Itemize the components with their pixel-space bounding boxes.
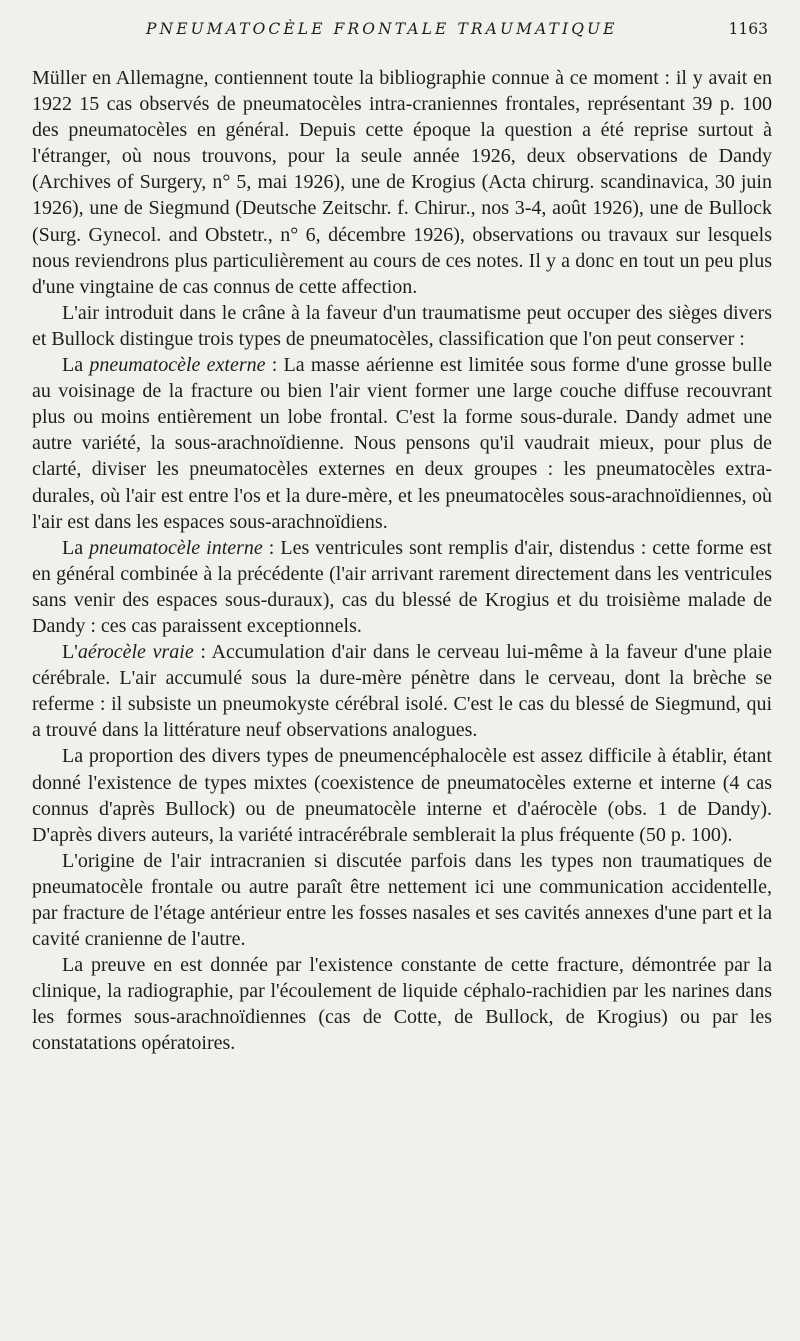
body-text xyxy=(32,65,772,1057)
paragraph-4: La pneumatocèle interne : Les ventricules sont remplis d'air, distendus : cette forme est en général combinée à la précédente (l'air arrivant rarement directement dans les ventricules sans venir des espaces sous-duraux), cas du blessé de Krogius et du troisième malade de Dandy : ces cas paraissent exceptionnels. xyxy=(32,536,773,637)
page-number: 1163 xyxy=(728,20,768,38)
paragraph-7: L'origine de l'air intracranien si discutée parfois dans les types non traumatiques de pneumatocèle frontale ou autre paraît être nettement ici une communication accidentelle, par fracture de l'étage antérieur entre les fosses nasales et ses cavités annexes d'une part et la cavité cranienne de l'autre. xyxy=(32,849,772,951)
term-aerocele-vraie: aérocèle vraie xyxy=(77,641,194,664)
term-pneumatocele-interne: pneumatocèle interne xyxy=(89,536,263,559)
paragraph-8: La preuve en est donnée par l'existence constante de cette fracture, démontrée par la clinique, la radiographie, par l'écoulement de liquide céphalo-rachidien par les narines dans les formes sous-arachnoïdiennes (cas de Cotte, de Bullock, de Krogius) ou par les constatations opératoires. xyxy=(32,954,772,1055)
paragraph-3: La pneumatocèle externe : La masse aérienne est limitée sous forme d'une grosse bulle au voisinage de la fracture ou bien l'air vient former une large couche diffuse recouvrant plus ou moins entièrement un lobe frontal. C'est la forme sous-durale. Dandy admet une autre variété, la sous-arachnoïdienne. Nous pensons qu'il vaudrait mieux, pour plus de clarté, diviser les pneumatocèles externes en deux groupes : les pneumatocèles extra-durales, où l'air est entre l'os et la dure-mère, et les pneumatocèles sous-arachnoïdiennes, où l'air est dans les espaces sous-arachnoïdiens. xyxy=(32,354,773,533)
paragraph-2: L'air introduit dans le crâne à la faveur d'un traumatisme peut occuper des sièges divers et Bullock distingue trois types de pneumatocèles, classification que l'on peut conserver : xyxy=(32,301,772,350)
paragraph-5: L'aérocèle vraie : Accumulation d'air dans le cerveau lui-même à la faveur d'une plaie cérébrale. L'air accumulé sous la dure-mère pénètre dans le cerveau, dont la brèche se referme : il subsiste un pneumokyste cérébral isolé. C'est le cas du blessé de Siegmund, qui a trouvé dans la littérature neuf observations analogues. xyxy=(32,641,772,742)
term-pneumatocele-externe: pneumatocèle externe xyxy=(89,354,266,377)
paragraph-6: La proportion des divers types de pneumencéphalocèle est assez difficile à établir, étant donné l'existence de types mixtes (coexistence de pneumatocèles externe et interne (4 cas connus d'après Bullock) ou de pneumatocèle interne et d'aérocèle (obs. 1 de Dandy). D'après divers auteurs, la variété intracérébrale semblerait la plus fréquente (50 p. 100). xyxy=(32,745,772,846)
page-header xyxy=(0,20,800,44)
running-title: PNEUMATOCÈLE FRONTALE TRAUMATIQUE xyxy=(146,20,618,38)
paragraph-1: Müller en Allemagne, contiennent toute la bibliographie connue à ce moment : il y avait en 1922 15 cas observés de pneumatocèles intra-craniennes frontales, représentant 39 p. 100 des pneumatocèles en général. Depuis cette époque la question a été reprise surtout à l'étranger, où nous trouvons, pour la seule année 1926, deux observations de Dandy (Archives of Surgery, n° 5, mai 1926), une de Krogius (Acta chirurg. scandinavica, 30 juin 1926), une de Siegmund (Deutsche Zeitschr. f. Chirur., nos 3-4, août 1926), une de Bullock (Surg. Gynecol. and Obstetr., n° 6, décembre 1926), observations ou travaux sur lesquels nous reviendrons plus particulièrement au cours de ces notes. Il y a donc en tout un peu plus d'une vingtaine de cas connus de cette affection. xyxy=(32,67,772,298)
